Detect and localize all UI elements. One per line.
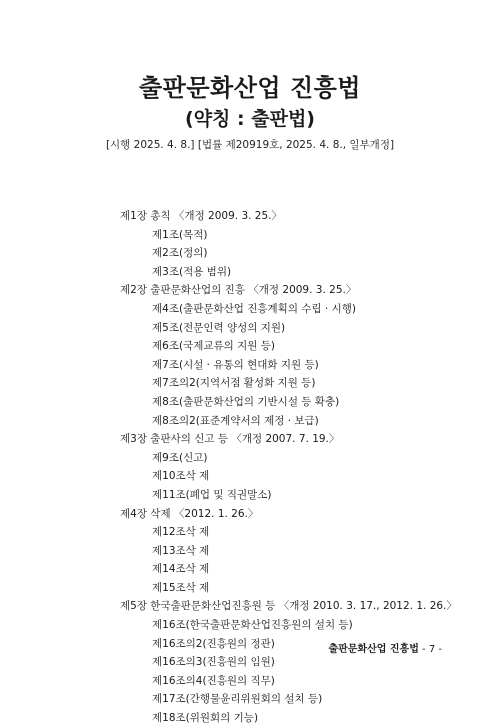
toc-article: 제17조(간행물윤리위원회의 설치 등) bbox=[152, 693, 323, 706]
toc-article: 제9조(신고) bbox=[152, 451, 208, 464]
toc-article: 제14조삭 제 bbox=[152, 563, 210, 576]
toc-article: 제16조의4(진흥원의 직무) bbox=[152, 674, 275, 687]
toc-article: 제16조의2(진흥원의 정관) bbox=[152, 637, 275, 650]
toc-article: 제3조(적용 범위) bbox=[152, 265, 232, 278]
toc-article: 제5조(전문인력 양성의 지원) bbox=[152, 321, 286, 334]
toc-article: 제12조삭 제 bbox=[152, 526, 210, 539]
enforcement-info: [시행 2025. 4. 8.] [법률 제20919호, 2025. 4. 8., 일부개정] bbox=[105, 139, 395, 151]
toc-article: 제4조(출판문화산업 진흥계획의 수립 · 시행) bbox=[152, 302, 356, 315]
page-footer bbox=[328, 640, 442, 655]
toc-chapter: 제4장 삭제 〈2012. 1. 26.〉 bbox=[120, 507, 259, 520]
toc-article: 제1조(목적) bbox=[152, 228, 208, 241]
toc-article: 제2조(정의) bbox=[152, 247, 208, 260]
toc-article: 제16조의3(진흥원의 임원) bbox=[152, 656, 275, 669]
toc-article: 제8조(출판문화산업의 기반시설 등 확충) bbox=[152, 395, 340, 408]
toc-chapter: 제1장 총칙 〈개정 2009. 3. 25.〉 bbox=[120, 210, 283, 222]
toc-article: 제13조삭 제 bbox=[152, 544, 210, 557]
toc-chapter: 제5장 한국출판문화산업진흥원 등 〈개정 2010. 3. 17., 2012. 1. 26.〉 bbox=[120, 600, 457, 613]
toc-article: 제7조(시설 · 유통의 현대화 지원 등) bbox=[152, 358, 319, 371]
page-number: - 7 - bbox=[418, 644, 442, 655]
toc-article: 제8조의2(표준계약서의 제정 · 보급) bbox=[152, 414, 319, 427]
toc-chapter: 제3장 출판사의 신고 등 〈개정 2007. 7. 19.〉 bbox=[120, 433, 340, 446]
toc-article: 제15조삭 제 bbox=[152, 581, 210, 594]
toc-article: 제6조(국제교류의 지원 등) bbox=[152, 340, 275, 353]
footer-law-name: 출판문화산업 진흥법 bbox=[328, 644, 419, 655]
toc-article: 제18조(위원회의 기능) bbox=[152, 712, 259, 725]
law-title: 출판문화산업 진흥법 bbox=[138, 74, 361, 102]
toc-article: 제7조의2(지역서점 활성화 지원 등) bbox=[152, 377, 316, 390]
law-short-title: (약칭 : 출판법) bbox=[185, 108, 315, 130]
toc-article: 제11조(폐업 및 직권말소) bbox=[152, 488, 272, 501]
toc-article: 제10조삭 제 bbox=[152, 470, 210, 483]
toc-chapter: 제2장 출판문화산업의 진흥 〈개정 2009. 3. 25.〉 bbox=[120, 284, 357, 297]
toc-article: 제16조(한국출판문화산업진흥원의 설치 등) bbox=[152, 619, 353, 632]
